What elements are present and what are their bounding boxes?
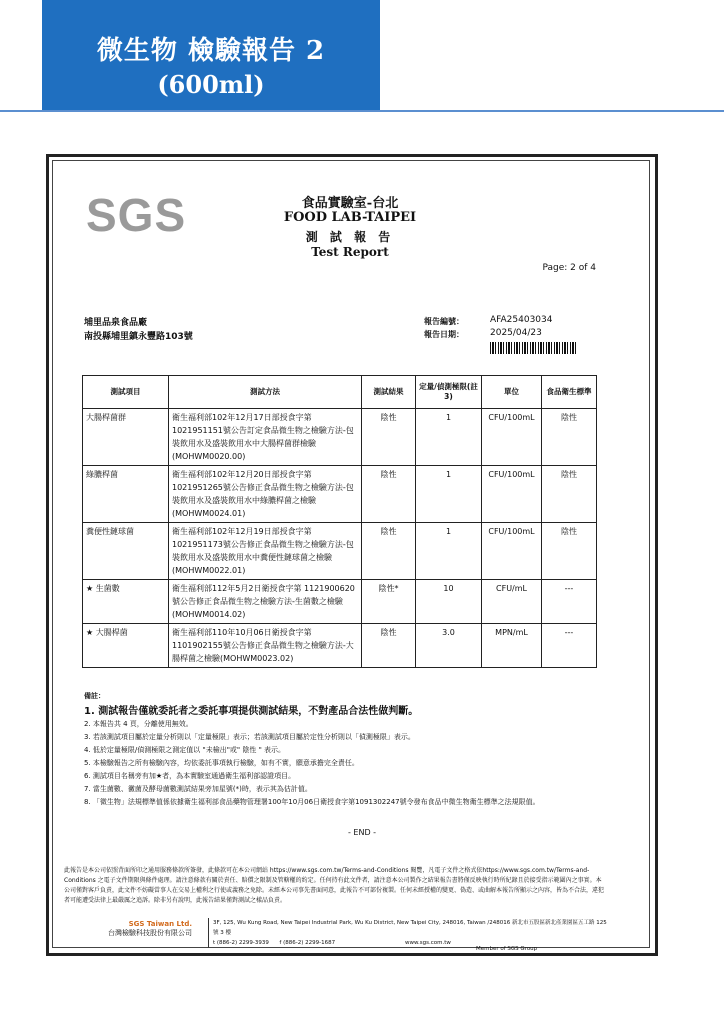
table-row [83, 580, 597, 624]
header-item: 測試項目 [83, 376, 169, 409]
cell-item: ★ 大腸桿菌 [83, 624, 169, 668]
header-unit: 單位 [482, 376, 542, 409]
cell-standard: 陰性 [542, 466, 597, 523]
banner-volume: (600ml) [157, 70, 265, 99]
cell-limit: 1 [416, 466, 482, 523]
client-address: 南投縣埔里鎮永豐路103號 [84, 332, 193, 342]
cell-item: 糞便性鏈球菌 [83, 523, 169, 580]
note-item: 7. 當生菌數、黴菌及酵母菌數測試結果旁加星號(*)時，表示其為估計值。 [84, 785, 312, 793]
cell-item: 綠膿桿菌 [83, 466, 169, 523]
header-method: 測試方法 [169, 376, 362, 409]
cell-result: 陰性 [362, 466, 416, 523]
company-name-en: SGS Taiwan Ltd. [128, 920, 192, 928]
cell-standard: 陰性 [542, 523, 597, 580]
cell-result: 陰性 [362, 624, 416, 668]
header-standard: 食品衛生標準 [542, 376, 597, 409]
end-marker: - END - [347, 828, 377, 837]
note-item: 5. 本檢驗報告之所有檢驗內容，均依委託事項執行檢驗，如有不實，願意承擔完全責任。 [84, 759, 359, 767]
cell-result: 陰性 [362, 409, 416, 466]
cell-result: 陰性* [362, 580, 416, 624]
table-row [83, 523, 597, 580]
header-result: 測試結果 [362, 376, 416, 409]
report-number-label: 報告編號： [424, 317, 464, 326]
cell-limit: 3.0 [416, 624, 482, 668]
note-item: 8. 「微生物」法規標準值係依據衛生福利部食品藥物管理署100年10月06日衛授食字第1091302247號令發布食品中微生物衛生標準之法規限值。 [84, 798, 540, 806]
table-row [83, 624, 597, 668]
lab-name-en: FOOD LAB-TAIPEI [283, 210, 417, 225]
notes-section [84, 690, 604, 809]
note-item: 2. 本報告共 4 頁，分離使用無效。 [84, 720, 193, 728]
report-title-zh: 測 試 報 告 [305, 230, 395, 244]
cell-standard: --- [542, 624, 597, 668]
company-name-zh: 台灣檢驗科技股份有限公司 [108, 929, 192, 937]
title-banner [42, 0, 380, 110]
cell-limit: 10 [416, 580, 482, 624]
cell-method: 衛生福利部110年10月06日衛授食字第1101902155號公告修正食品微生物之檢驗方法-大腸桿菌之檢驗(MOHWM0023.02) [169, 624, 362, 668]
cell-limit: 1 [416, 409, 482, 466]
page-number: Page: 2 of 4 [542, 263, 596, 273]
note-item: 6. 測試項目名稱旁有加★者，為本實驗室通過衛生福利部認證項目。 [84, 772, 296, 780]
table-row [83, 409, 597, 466]
results-table [82, 375, 597, 668]
cell-item: ★ 生菌數 [83, 580, 169, 624]
notes-title: 備註： [84, 692, 105, 700]
cell-standard: 陰性 [542, 409, 597, 466]
cell-unit: CFU/100mL [482, 409, 542, 466]
footer-disclaimer: 此報告是本公司依照背面所印之通用服務條款所簽發，此條款可在本公司網站 https://www.sgs.com.tw/Terms-and-Conditions 閱覽，凡電子文件之格式依https://www.sgs.com.tw/Terms-and-Conditions 之電子文件期限與條件處理。請注意條款有關於責任、賠償之限制及管轄權的約定。任何持有此文件者，請注意本公司製作之結果報告書將僅反映執行時所紀錄且於接受指示範圍內之事實。本公司僅對客戶負責，此文件不妨礙當事人在交易上權利之行使或義務之免除。未經本公司事先書面同意，此報告不可部份複製。任何未經授權的變更、偽造、或曲解本報告所顯示之內容，皆為不合法，違犯者可能遭受法律上最嚴厲之追訴。除非另有說明，此報告結果僅對測試之樣品負責。 [64, 867, 605, 904]
cell-method: 衛生福利部112年5月2日衛授食字第 1121900620號公告修正食品微生物之檢驗方法-生菌數之檢驗(MOHWM0014.02) [169, 580, 362, 624]
cell-limit: 1 [416, 523, 482, 580]
cell-result: 陰性 [362, 523, 416, 580]
report-date-label: 報告日期： [424, 330, 464, 339]
cell-standard: --- [542, 580, 597, 624]
cell-unit: CFU/100mL [482, 523, 542, 580]
member-note: Member of SGS Group [476, 946, 538, 952]
cell-method: 衛生福利部102年12月17日部授食字第1021951151號公告訂定食品微生物之檢驗方法-包裝飲用水及盛裝飲用水中大腸桿菌群檢驗(MOHWM0020.00) [169, 409, 362, 466]
note-item: 3. 若該測試項目屬於定量分析則以「定量極限」表示；若該測試項目屬於定性分析則以「偵測極限」表示。 [84, 733, 415, 741]
banner-title: 微生物 檢驗報告 2 [96, 36, 326, 66]
note-item: 1. 測試報告僅就委託者之委託事項提供測試結果，不對產品合法性做判斷。 [84, 706, 419, 717]
sgs-logo: SGS [86, 189, 187, 241]
phone: t (886-2) 2299-3939 [213, 940, 269, 946]
table-row [83, 466, 597, 523]
banner-divider [0, 110, 724, 112]
cell-unit: CFU/mL [482, 580, 542, 624]
cell-unit: MPN/mL [482, 624, 542, 668]
address-line: 3F, 125, Wu Kung Road, New Taipei Industrial Park, Wu Ku District, New Taipei City, 248016, Taiwan /248016 新北市五股區新北產業園區五工路 125 號 3 樓 [213, 920, 607, 936]
note-item: 4. 低於定量極限/偵測極限之測定值以 "未檢出"或" 陰性 " 表示。 [84, 746, 286, 754]
report-date: 2025/04/23 [490, 328, 542, 338]
report-title-en: Test Report [311, 245, 389, 259]
cell-unit: CFU/100mL [482, 466, 542, 523]
table-header-row [83, 376, 597, 409]
cell-method: 衛生福利部102年12月19日部授食字第1021951173號公告修正食品微生物之檢驗方法-包裝飲用水及盛裝飲用水中糞便性鏈球菌之檢驗(MOHWM0022.01) [169, 523, 362, 580]
fax: f (886-2) 2299-1687 [279, 940, 336, 946]
cell-item: 大腸桿菌群 [83, 409, 169, 466]
website-link[interactable]: www.sgs.com.tw [405, 940, 451, 946]
cell-method: 衛生福利部102年12月20日部授食字第1021951265號公告修正食品微生物之檢驗方法-包裝飲用水及盛裝飲用水中綠膿桿菌之檢驗(MOHWM0024.01) [169, 466, 362, 523]
company-address [208, 918, 609, 948]
barcode [490, 342, 578, 354]
contact-line [213, 938, 609, 948]
lab-name-zh: 食品實驗室-台北 [301, 196, 399, 211]
client-name: 埔里品泉食品廠 [84, 318, 148, 328]
company-block [64, 920, 192, 938]
report-number: AFA25403034 [490, 315, 553, 325]
header-limit: 定量/偵測極限(註3) [416, 376, 482, 409]
